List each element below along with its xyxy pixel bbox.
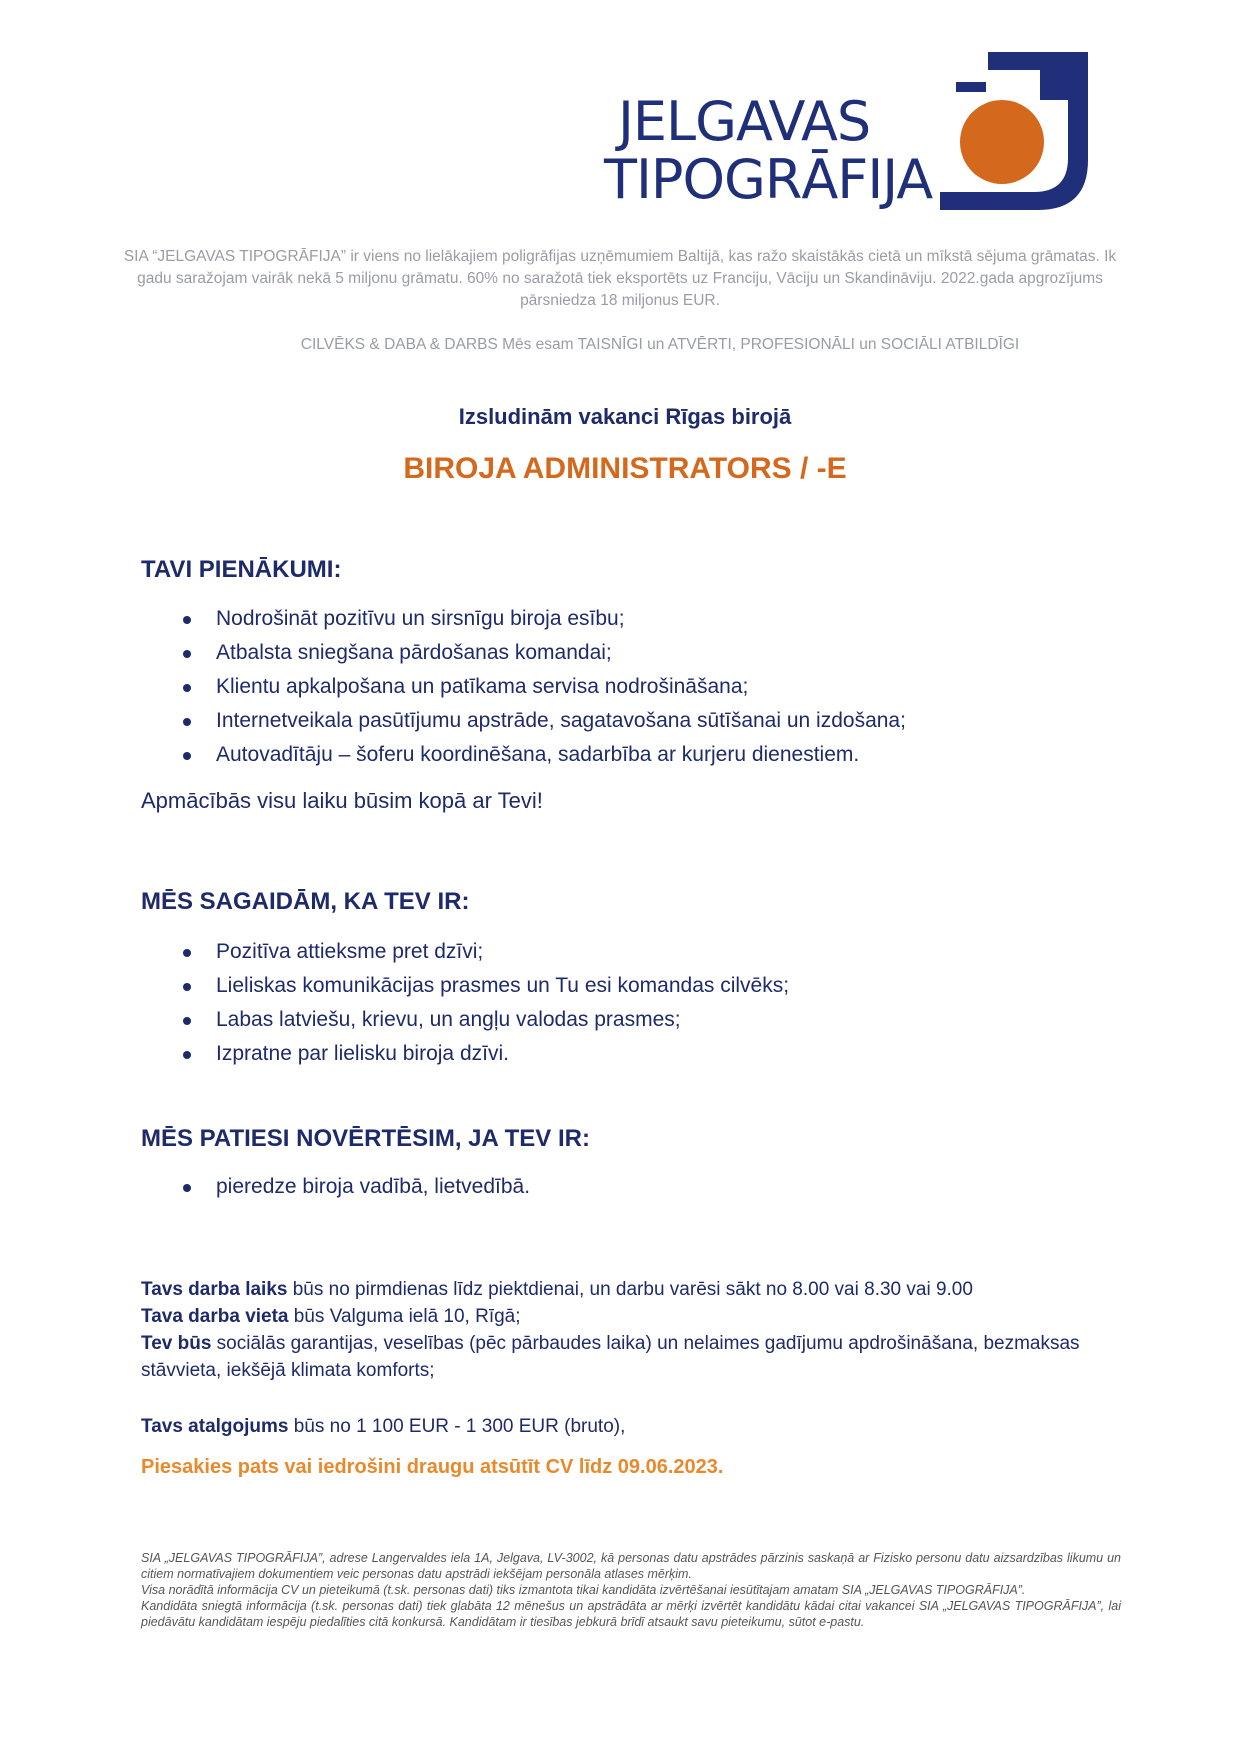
vacancy-announcement: Izsludinām vakanci Rīgas birojā [458,404,792,429]
list-item: Internetveikala pasūtījumu apstrāde, sagatavošana sūtīšanai un izdošana; [141,704,906,738]
logo-text-line1: JELGAVAS [618,90,871,153]
work-hours: Tavs darba laiks būs no pirmdienas līdz piektdienai, un darbu varēsi sākt no 8.00 vai 8.30 vai 9.00 [141,1279,973,1300]
list-item: Lieliskas komunikācijas prasmes un Tu esi komandas cilvēks; [141,969,789,1003]
expectations-list [141,935,789,1071]
benefits: Tev būs sociālās garantijas, veselības (pēc pārbaudes laika) un nelaimes gadījumu apdrošināšana, bezmaksas stāvvieta, iekšējā klimata komforts; [141,1333,1080,1381]
company-intro: SIA “JELGAVAS TIPOGRĀFIJA” ir viens no lielākajiem poligrāfijas uzņēmumiem Baltijā, kas ražo skaistākās cietā un mīkstā sējuma grāmatas. Ik gadu saražojam vairāk nekā 5 miljonu grāmatu. 60% no saražotā tiek eksportēts uz Franciju, Vāciju un Skandināviju. 2022.gada apgrozījums pārsniedza 18 miljonus EUR. [123,248,1117,309]
training-note: Apmācībās visu laiku būsim kopā ar Tevi! [141,788,543,813]
company-logo [600,40,1100,220]
footer-paragraph: Visa norādītā informācija CV un pieteikumā (t.sk. personas dati) tiks izmantota tikai kandidāta izvērtēšanai iesūtītajam amatam SIA „JELGAVAS TIPOGRĀFIJA”. [141,1583,1026,1597]
footer-paragraph: Kandidāta sniegtā informācija (t.sk. personas dati) tiek glabāta 12 mēnešus un apstrādāta ar mērķi izvērtēt kandidātu kādai citai vakancei SIA „JELGAVAS TIPOGRĀFIJA”, lai piedāvātu kandidātam iespēju piedalīties citā konkursā. Kandidātam ir tiesības jebkurā brīdī atsaukt savu pieteikumu, sūtot e-pastu. [141,1599,1121,1629]
privacy-footer [141,1550,1121,1630]
expectations-heading: MĒS SAGAIDĀM, KA TEV IR: [141,888,470,915]
appreciate-heading: MĒS PATIESI NOVĒRTĒSIM, JA TEV IR: [141,1125,590,1152]
duties-heading: TAVI PIENĀKUMI: [141,556,342,583]
duties-list [141,602,906,772]
appreciate-list [141,1170,530,1204]
salary: Tavs atalgojums būs no 1 100 EUR - 1 300 EUR (bruto), [141,1416,626,1437]
list-item: Autovadītāju – šoferu koordinēšana, sadarbība ar kurjeru dienestiem. [141,738,906,772]
logo-text-line2: TIPOGRĀFIJA [604,148,933,211]
list-item: Labas latviešu, krievu, un angļu valodas prasmes; [141,1003,789,1037]
list-item: Atbalsta sniegšana pārdošanas komandai; [141,636,906,670]
work-place: Tava darba vieta būs Valguma ielā 10, Rīgā; [141,1306,521,1327]
apply-call-to-action: Piesakies pats vai iedrošini draugu atsūtīt CV līdz 09.06.2023. [141,1456,724,1478]
list-item: pieredze biroja vadībā, lietvedībā. [141,1170,530,1204]
list-item: Izpratne par lielisku biroja dzīvi. [141,1037,789,1071]
list-item: Pozitīva attieksme pret dzīvi; [141,935,789,969]
footer-paragraph: SIA „JELGAVAS TIPOGRĀFIJA”, adrese Langervaldes iela 1A, Jelgava, LV-3002, kā personas datu apstrādes pārzinis saskaņā ar Fizisko personu datu aizsardzības likumu un citiem normatīvajiem dokumentiem veic personas datu apstrādi iekšējam personāla atlases mērķim. [141,1551,1121,1581]
job-title: BIROJA ADMINISTRATORS / -E [403,452,847,485]
list-item: Klientu apkalpošana un patīkama servisa nodrošināšana; [141,670,906,704]
company-values: CILVĒKS & DABA & DARBS Mēs esam TAISNĪGI un ATVĒRTI, PROFESIONĀLI un SOCIĀLI ATBILDĪGI [300,336,1020,353]
list-item: Nodrošināt pozitīvu un sirsnīgu biroja esību; [141,602,906,636]
work-conditions [141,1276,1121,1384]
logo-mark-icon [930,42,1090,212]
